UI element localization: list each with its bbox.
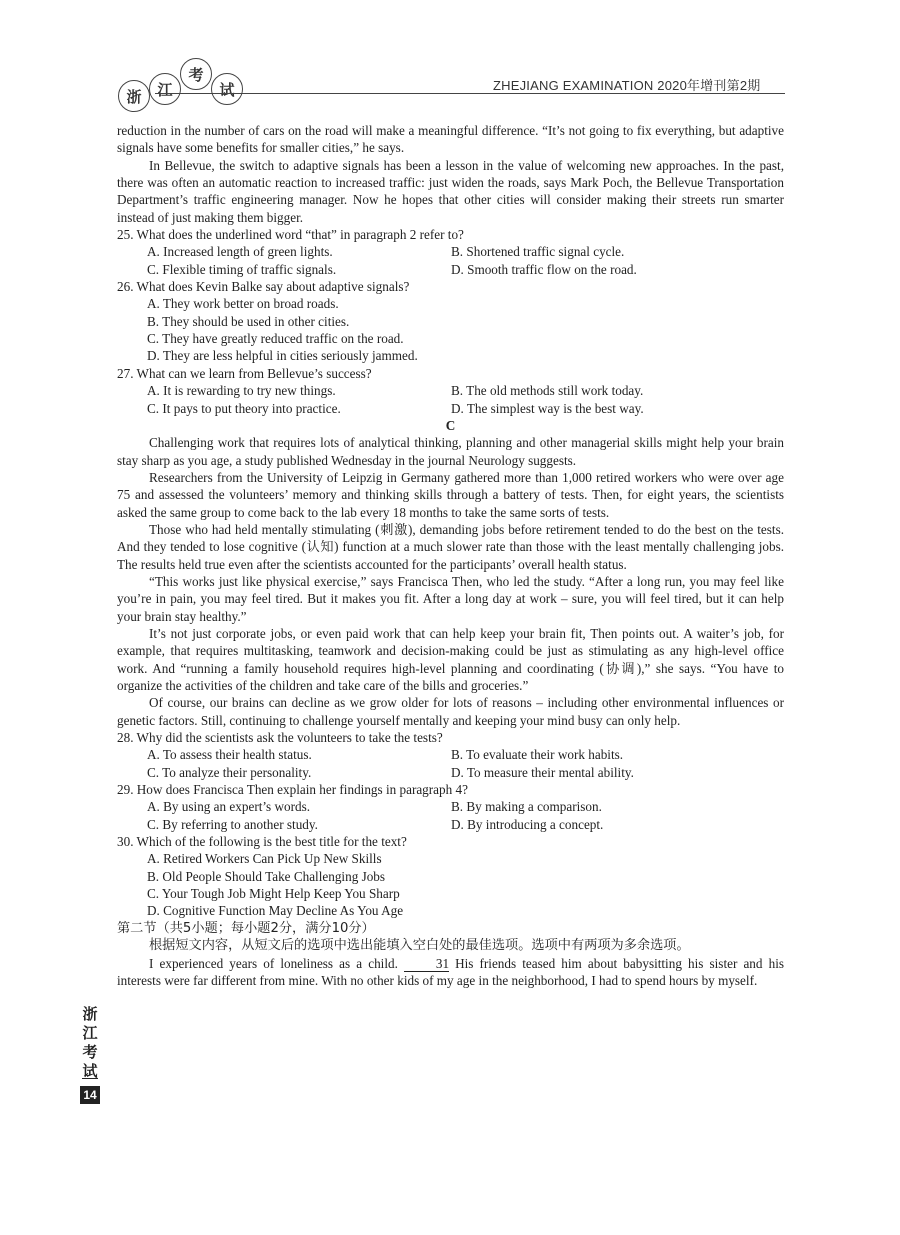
page-body [117, 122, 784, 989]
question-29: 29. How does Francisca Then explain her findings in paragraph 4? [117, 782, 468, 798]
option: C. It pays to put theory into practice. [147, 400, 341, 416]
passage-c-paragraph: Of course, our brains can decline as we grow older for lots of reasons – including other environmental influences or genetic factors. Still, continuing to challenge yourself mentally and keeping your mind busy can only help. [117, 695, 784, 728]
options-row [117, 382, 784, 399]
option: A. Increased length of green lights. [147, 244, 333, 260]
passage-c-paragraph: Those who had held mentally stimulating (刺激), demanding jobs before retirement tended to do the best on the tests. And they tended to lose cognitive (认知) function at a much slower rate than those with the least mentally challenging jobs. The results held true even after the scientists accounted for the participants’ overall health status. [117, 521, 784, 572]
option: C. Your Tough Job Might Help Keep You Sharp [147, 886, 400, 902]
option: B. By making a comparison. [451, 799, 602, 815]
option: D. To measure their mental ability. [451, 764, 634, 780]
options-row [117, 816, 784, 833]
question-27: 27. What can we learn from Bellevue’s success? [117, 365, 372, 381]
passage-b-paragraph: In Bellevue, the switch to adaptive signals has been a lesson in the value of welcoming new approaches. In the past, there was often an automatic reaction to increased traffic: just widen the roads, says Mark Poch, the Bellevue Transportation Department’s traffic engineering manager. Now he hopes that other cities will consider making their streets run smarter instead of just making them bigger. [117, 157, 784, 225]
logo-char-1: 浙 [118, 80, 150, 112]
options-row [117, 400, 784, 417]
options-row [117, 798, 784, 815]
part-two-paragraph [117, 955, 784, 990]
logo-char-3: 考 [180, 58, 212, 90]
option: B. To evaluate their work habits. [451, 747, 624, 763]
question-25: 25. What does the underlined word “that” in paragraph 2 refer to? [117, 227, 464, 243]
section-c-label: C [445, 417, 456, 433]
question-30: 30. Which of the following is the best title for the text? [117, 834, 407, 850]
question-28: 28. Why did the scientists ask the volunteers to take the tests? [117, 730, 443, 746]
option: C. Flexible timing of traffic signals. [147, 261, 337, 277]
blank-31: 31 [404, 957, 449, 972]
option: D. They are less helpful in cities seriously jammed. [147, 348, 418, 364]
option: B. Old People Should Take Challenging Jobs [147, 868, 386, 884]
passage-c-paragraph: Researchers from the University of Leipzig in Germany gathered more than 1,000 retired workers who were over age 75 and assessed the volunteers’ memory and thinking skills through a battery of tests. Then, for eight years, the scientists asked the same group to come back to the lab every 18 months to take the same sorts of tests. [117, 469, 784, 520]
option: A. They work better on broad roads. [147, 296, 339, 312]
passage-b-paragraph: reduction in the number of cars on the road will make a meaningful difference. “It’s not going to fix everything, but adaptive signals have some benefits for smaller cities,” he says. [117, 123, 784, 156]
options-row [117, 243, 784, 260]
passage-c-paragraph: Challenging work that requires lots of analytical thinking, planning and other managerial skills might help your brain stay sharp as you age, a study published Wednesday in the journal Neurology suggests. [117, 435, 784, 468]
logo-char-2: 江 [149, 73, 181, 105]
option: B. The old methods still work today. [451, 383, 644, 399]
option: C. They have greatly reduced traffic on the road. [147, 331, 404, 347]
side-char: 考 [82, 1043, 98, 1061]
option: B. Shortened traffic signal cycle. [451, 244, 625, 260]
options-row [117, 764, 784, 781]
option: A. It is rewarding to try new things. [147, 383, 336, 399]
paragraph-text: His friends teased him about babysitting his sister and his interests were far different from mine. With no other kids of my age in the neighborhood, I had to spend hours by myself. [117, 955, 784, 988]
option: D. By introducing a concept. [451, 816, 604, 832]
part-two-heading: 第二节（共5小题；每小题2分，满分10分） [117, 920, 375, 936]
logo-char-4: 试 [211, 73, 243, 105]
side-char: 试 [82, 1062, 98, 1080]
option: C. By referring to another study. [147, 816, 318, 832]
side-char: 江 [82, 1024, 98, 1042]
question-26: 26. What does Kevin Balke say about adaptive signals? [117, 279, 410, 295]
option: A. By using an expert’s words. [147, 799, 310, 815]
options-row [117, 261, 784, 278]
side-label [78, 1005, 102, 1081]
options-row [117, 746, 784, 763]
side-char: 浙 [82, 1005, 98, 1023]
option: B. They should be used in other cities. [147, 313, 350, 329]
paragraph-text: I experienced years of loneliness as a child. [149, 955, 398, 971]
side-divider [82, 1078, 98, 1079]
option: C. To analyze their personality. [147, 764, 312, 780]
passage-c-paragraph: It’s not just corporate jobs, or even paid work that can help keep your brain fit, Then points out. A waiter’s job, for example, that requires multitasking, teamwork and decision-making could be just as stimulating as any high-level office work. And “running a family household requires high-level planning and coordinating (协调),” she says. “You have to organize the activities of the children and take care of the bills and groceries.” [117, 625, 784, 693]
option: A. To assess their health status. [147, 747, 312, 763]
option: D. Smooth traffic flow on the road. [451, 261, 637, 277]
page-number: 14 [80, 1086, 100, 1104]
journal-title: ZHEJIANG EXAMINATION 2020年增刊第2期 [493, 78, 761, 93]
header-rule [155, 93, 785, 94]
passage-c-paragraph: “This works just like physical exercise,” says Francisca Then, who led the study. “After a long run, you may feel like you’re in pain, you may feel tired. But it makes you fit. After a long day at work – sure, you will feel tired, but it can help your brain stay healthy.” [117, 573, 784, 624]
option: D. Cognitive Function May Decline As You Age [147, 903, 404, 919]
page-header [0, 0, 900, 120]
option: A. Retired Workers Can Pick Up New Skills [147, 851, 382, 867]
option: D. The simplest way is the best way. [451, 400, 644, 416]
part-two-instruction: 根据短文内容，从短文后的选项中选出能填入空白处的最佳选项。选项中有两项为多余选项。 [149, 938, 690, 954]
